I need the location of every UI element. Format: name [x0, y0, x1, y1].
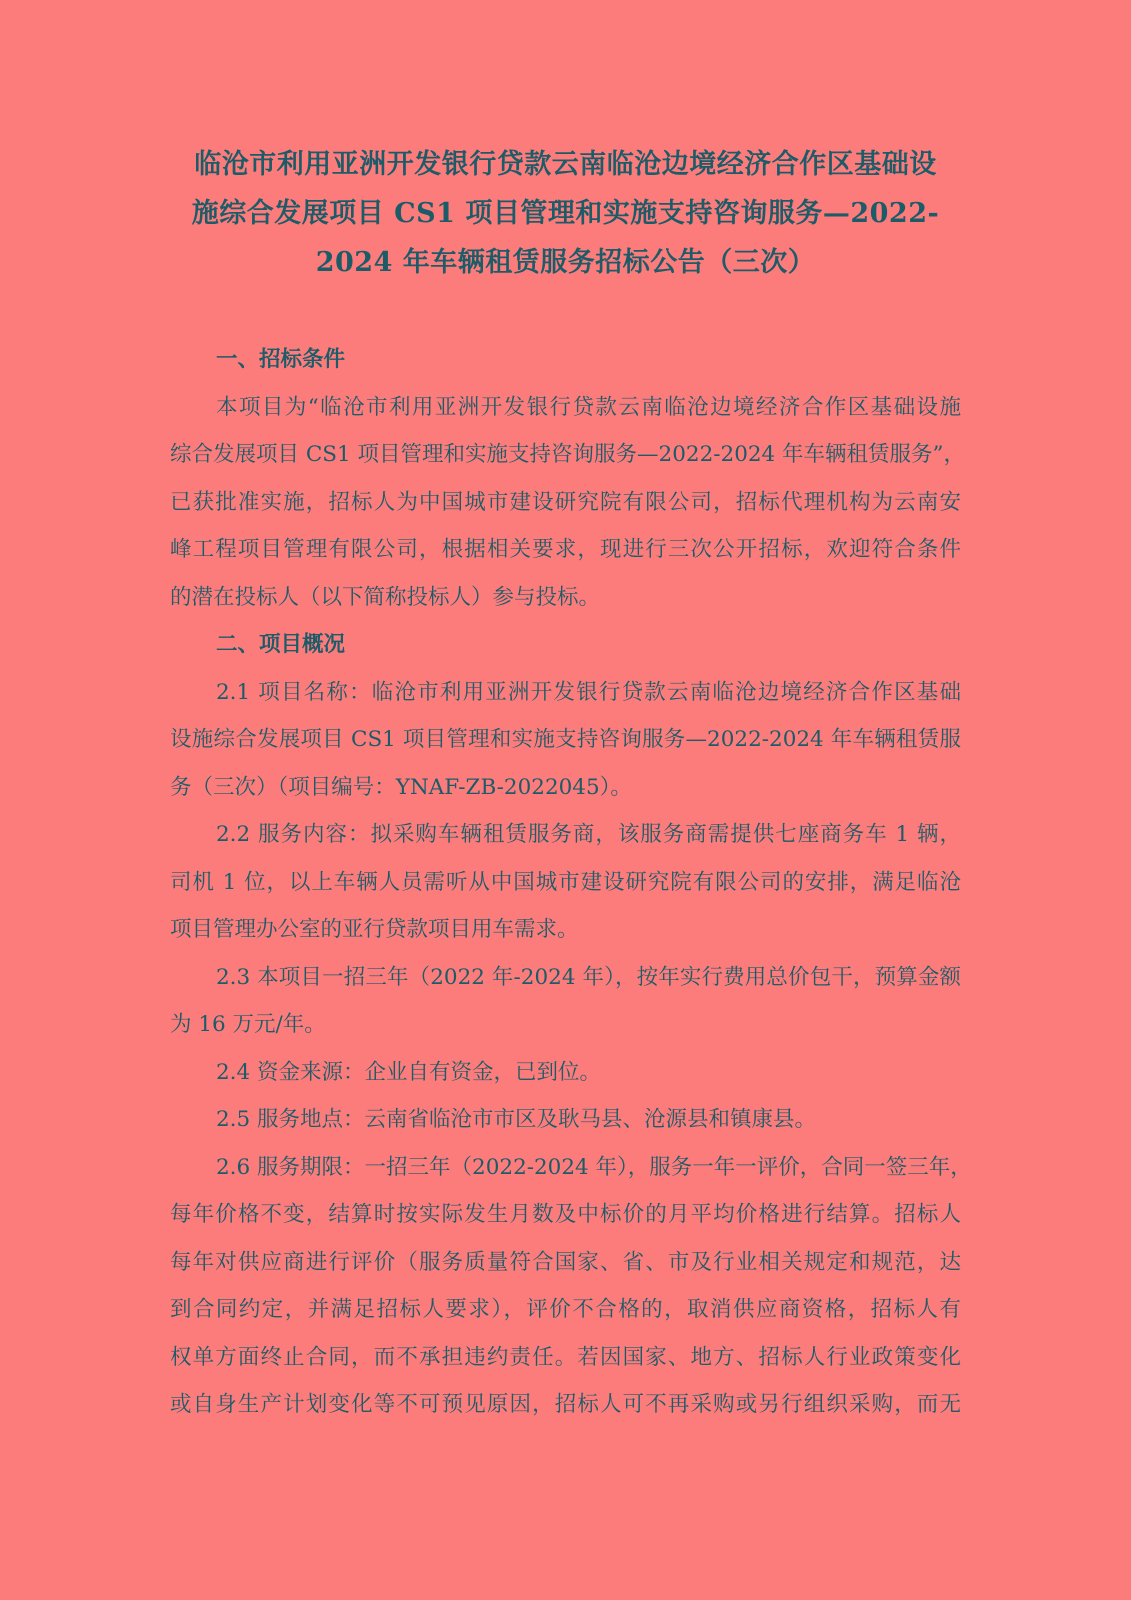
- paragraph: [170, 1096, 961, 1144]
- title-line: 临沧市利用亚洲开发银行贷款云南临沧边境经济合作区基础设: [194, 149, 937, 180]
- title-line: 施综合发展项目 CS1 项目管理和实施支持咨询服务—2022-: [191, 198, 940, 229]
- paragraph-line: 本项目为“临沧市利用亚洲开发银行贷款云南临沧边境经济合作区基础设施: [216, 394, 961, 420]
- paragraph-line: 每年价格不变，结算时按实际发生月数及中标价的月平均价格进行结算。招标人: [170, 1202, 961, 1227]
- paragraph-line: 为 16 万元/年。: [170, 1012, 326, 1037]
- paragraph-line: 设施综合发展项目 CS1 项目管理和实施支持咨询服务—2022-2024 年车辆租赁服: [170, 727, 961, 752]
- paragraph: [170, 1144, 972, 1429]
- paragraph: [170, 384, 966, 622]
- section-heading: [170, 621, 961, 669]
- paragraph: [170, 811, 961, 954]
- paragraph-line: 司机 1 位，以上车辆人员需听从中国城市建设研究院有限公司的安排，满足临沧: [170, 869, 961, 895]
- paragraph-line: 到合同约定，并满足招标人要求），评价不合格的，取消供应商资格，招标人有: [170, 1297, 961, 1322]
- paragraph-line: 2.5 服务地点：云南省临沧市市区及耿马县、沧源县和镇康县。: [216, 1107, 817, 1132]
- paragraph: [170, 954, 961, 1049]
- paragraph-line: 2.3 本项目一招三年（2022 年-2024 年），按年实行费用总价包干，预算金额: [216, 964, 961, 990]
- title-line: 2024 年车辆租赁服务招标公告（三次）: [315, 247, 816, 278]
- paragraph-line: 2.6 服务期限：一招三年（2022-2024 年），服务一年一评价，合同一签三年，: [216, 1154, 972, 1180]
- paragraph-line: 综合发展项目 CS1 项目管理和实施支持咨询服务—2022-2024 年车辆租赁服务”，: [170, 442, 966, 467]
- paragraph-line: 务（三次）（项目编号：YNAF-ZB-2022045）。: [170, 774, 632, 800]
- document-body: [170, 336, 972, 1429]
- paragraph-line: 已获批准实施，招标人为中国城市建设研究院有限公司，招标代理机构为云南安: [170, 489, 961, 515]
- paragraph-line: 2.4 资金来源：企业自有资金，已到位。: [216, 1059, 602, 1085]
- paragraph: [170, 669, 961, 812]
- paragraph: [170, 1049, 961, 1097]
- paragraph-line: 2.2 服务内容：拟采购车辆租赁服务商，该服务商需提供七座商务车 1 辆，: [216, 822, 961, 847]
- paragraph-line: 项目管理办公室的亚行贷款项目用车需求。: [170, 917, 579, 942]
- paragraph-line: 的潜在投标人（以下简称投标人）参与投标。: [170, 584, 601, 610]
- document-title: [150, 140, 981, 287]
- section-heading-text: 二、项目概况: [216, 632, 346, 657]
- section-heading: [170, 336, 961, 384]
- paragraph-line: 权单方面终止合同，而不承担违约责任。若因国家、地方、招标人行业政策变化: [170, 1344, 961, 1370]
- paragraph-line: 或自身生产计划变化等不可预见原因，招标人可不再采购或另行组织采购，而无: [170, 1392, 961, 1417]
- paragraph-line: 2.1 项目名称：临沧市利用亚洲开发银行贷款云南临沧边境经济合作区基础: [216, 679, 961, 705]
- section-heading-text: 一、招标条件: [216, 347, 346, 372]
- paragraph-line: 峰工程项目管理有限公司，根据相关要求，现进行三次公开招标，欢迎符合条件: [170, 537, 961, 562]
- paragraph-line: 每年对供应商进行评价（服务质量符合国家、省、市及行业相关规定和规范，达: [170, 1249, 961, 1275]
